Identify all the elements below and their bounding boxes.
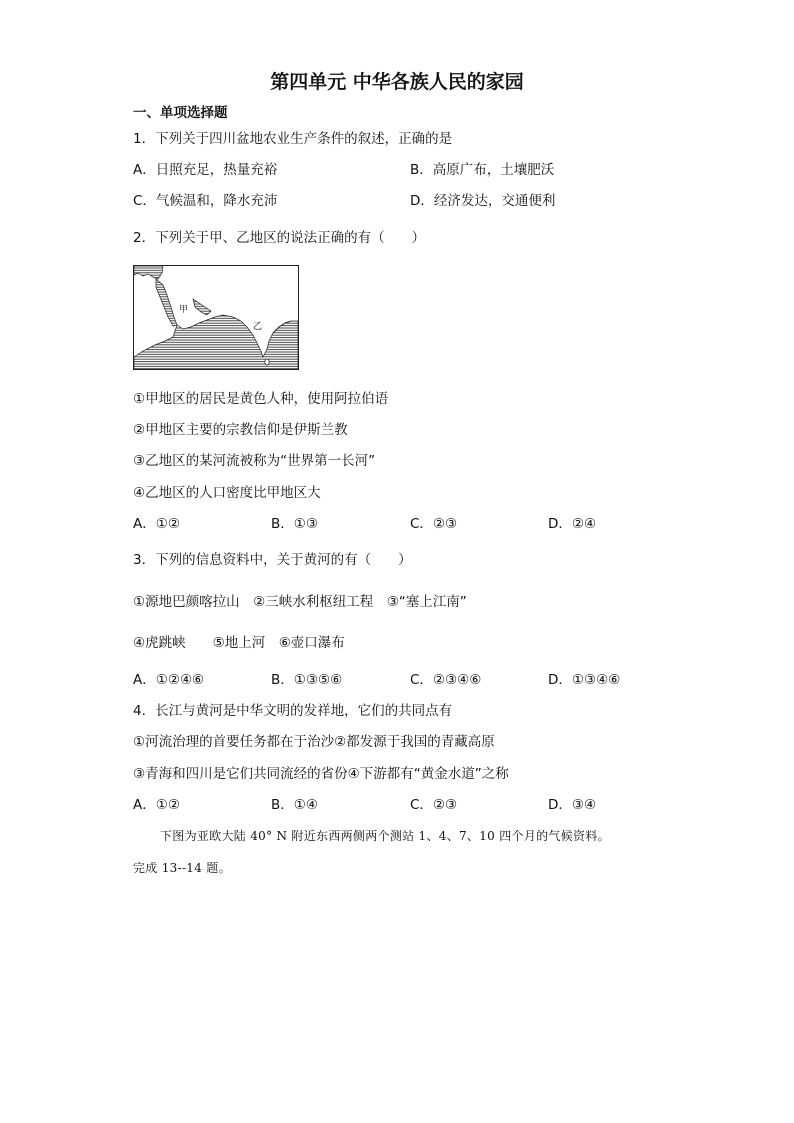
map-label-yi: 乙 (253, 322, 263, 332)
q3-option-c: C．②③④⑥ (410, 672, 482, 688)
q1-stem: 1．下列关于四川盆地农业生产条件的叙述，正确的是 (133, 131, 453, 147)
q1-option-d: D．经济发达，交通便利 (410, 193, 556, 209)
q2-option-a: A．①② (133, 516, 180, 532)
q2-option-d: D．②④ (548, 516, 597, 532)
q4-statements-1-2: ①河流治理的首要任务都在于治沙②都发源于我国的青藏高原 (133, 734, 495, 750)
q2-statement-3: ③乙地区的某河流被称为“世界第一长河” (133, 453, 376, 469)
map-label-jia: 甲 (179, 305, 189, 315)
climate-note-line-1: 下图为亚欧大陆 40° N 附近东西两侧两个测站 1、4、7、10 四个月的气候资料。 (160, 829, 610, 843)
q3-option-d: D．①③④⑥ (548, 672, 621, 688)
map-figure (133, 265, 299, 370)
q2-statement-2: ②甲地区主要的宗教信仰是伊斯兰教 (133, 422, 348, 438)
q4-statements-3-4: ③青海和四川是它们共同流经的省份④下游都有“黄金水道”之称 (133, 766, 509, 782)
q2-option-c: C．②③ (410, 516, 458, 532)
section-heading: 一、单项选择题 (133, 105, 228, 121)
q4-option-a: A．①② (133, 797, 180, 813)
q1-option-a: A．日照充足，热量充裕 (133, 162, 278, 178)
q2-option-b: B．①③ (271, 516, 318, 532)
q2-statement-1: ①甲地区的居民是黄色人种，使用阿拉伯语 (133, 391, 389, 407)
q3-stem: 3．下列的信息资料中，关于黄河的有（ ） (133, 552, 412, 568)
q1-option-b: B．高原广布，土壤肥沃 (410, 162, 555, 178)
q4-option-c: C．②③ (410, 797, 458, 813)
q4-stem: 4．长江与黄河是中华文明的发祥地，它们的共同点有 (133, 703, 453, 719)
q1-option-c: C．气候温和，降水充沛 (133, 193, 278, 209)
q2-stem: 2．下列关于甲、乙地区的说法正确的有（ ） (133, 230, 426, 246)
q3-option-b: B．①③⑤⑥ (271, 672, 343, 688)
climate-note-line-2: 完成 13--14 题。 (133, 861, 231, 875)
page-title: 第四单元 中华各族人民的家园 (270, 71, 524, 93)
q3-option-a: A．①②④⑥ (133, 672, 205, 688)
q3-items-line-2: ④虎跳峡 ⑤地上河 ⑥壶口瀑布 (133, 635, 345, 651)
q2-statement-4: ④乙地区的人口密度比甲地区大 (133, 485, 321, 501)
q4-option-d: D．③④ (548, 797, 597, 813)
island (265, 359, 269, 365)
q3-items-line-1: ①源地巴颜喀拉山 ②三峡水利枢纽工程 ③“塞上江南” (133, 594, 467, 610)
q4-option-b: B．①④ (271, 797, 318, 813)
